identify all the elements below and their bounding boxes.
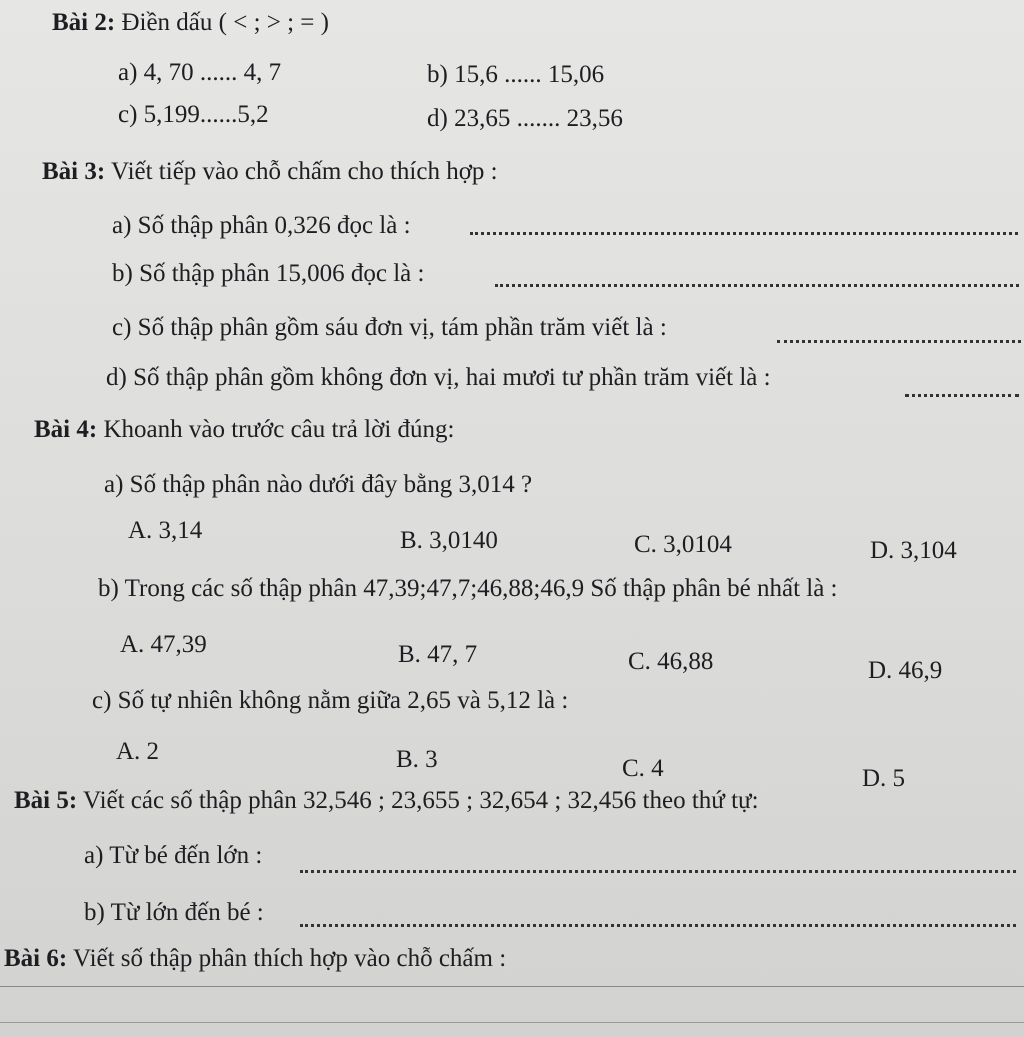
bai4-title: Bài 4: <box>34 416 98 443</box>
bai2-item-a: a) 4, 70 ...... 4, 7 <box>118 59 282 86</box>
bai5-instruction: Viết các số thập phân 32,546 ; 23,655 ; 32,654 ; 32,456 theo thứ tự: <box>83 787 759 814</box>
bai6-instruction: Viết số thập phân thích hợp vào chỗ chấm : <box>73 945 507 972</box>
bai4a-option-b: B. 3,0140 <box>400 527 498 554</box>
bai3-item-b: b) Số thập phân 15,006 đọc là : <box>112 260 425 287</box>
bai3-title: Bài 3: <box>42 158 106 185</box>
bai4b-option-d: D. 46,9 <box>868 657 943 684</box>
bai5-title: Bài 5: <box>14 787 78 814</box>
bai2-heading <box>52 8 329 38</box>
bai3-heading <box>42 157 498 187</box>
bai3-answer-line-b <box>495 284 1019 287</box>
bai4-heading <box>34 415 454 445</box>
bai3-item-c: c) Số thập phân gồm sáu đơn vị, tám phần trăm viết là : <box>112 314 667 341</box>
bai3-item-d: d) Số thập phân gồm không đơn vị, hai mươi tư phần trăm viết là : <box>106 364 771 391</box>
bai4a-option-a: A. 3,14 <box>128 517 203 544</box>
bai5-answer-line-b <box>300 924 1016 927</box>
bai3-instruction: Viết tiếp vào chỗ chấm cho thích hợp : <box>111 158 498 185</box>
bai4c-option-b: B. 3 <box>396 746 438 773</box>
bai4a-question: a) Số thập phân nào dưới đây bằng 3,014 ? <box>104 471 533 498</box>
bottom-divider <box>0 986 1024 987</box>
bai3-item-a: a) Số thập phân 0,326 đọc là : <box>112 212 411 239</box>
bai5-heading <box>14 786 759 816</box>
bai2-title: Bài 2: <box>52 9 116 36</box>
bai3-answer-line-d <box>905 394 1019 397</box>
bai4b-option-b: B. 47, 7 <box>398 641 478 668</box>
bai4a-option-c: C. 3,0104 <box>634 531 732 558</box>
bai4c-question: c) Số tự nhiên không nằm giữa 2,65 và 5,12 là : <box>92 687 569 714</box>
bai4b-question: b) Trong các số thập phân 47,39;47,7;46,88;46,9 Số thập phân bé nhất là : <box>98 575 838 602</box>
bai3-answer-line-a <box>470 232 1018 235</box>
bai4c-option-a: A. 2 <box>116 738 160 765</box>
bai4-instruction: Khoanh vào trước câu trả lời đúng: <box>103 416 455 443</box>
bai4b-option-c: C. 46,88 <box>628 648 714 675</box>
bai6-heading <box>4 944 506 974</box>
bai6-title: Bài 6: <box>4 945 68 972</box>
bai4c-option-d: D. 5 <box>862 765 906 792</box>
page-edge-line <box>0 1022 1024 1023</box>
bai4c-option-c: C. 4 <box>622 755 664 782</box>
bai3-answer-line-c <box>777 340 1021 343</box>
bai5-item-b: b) Từ lớn đến bé : <box>84 899 264 926</box>
bai2-item-c: c) 5,199......5,2 <box>118 101 269 128</box>
bai5-answer-line-a <box>300 870 1016 873</box>
bai5-item-a: a) Từ bé đến lớn : <box>84 842 263 869</box>
bai2-instruction: Điền dấu ( < ; > ; = ) <box>121 9 329 36</box>
bai2-item-b: b) 15,6 ...... 15,06 <box>427 61 605 88</box>
bai4b-option-a: A. 47,39 <box>120 631 207 658</box>
bai4a-option-d: D. 3,104 <box>870 537 957 564</box>
bai2-item-d: d) 23,65 ....... 23,56 <box>427 105 623 132</box>
